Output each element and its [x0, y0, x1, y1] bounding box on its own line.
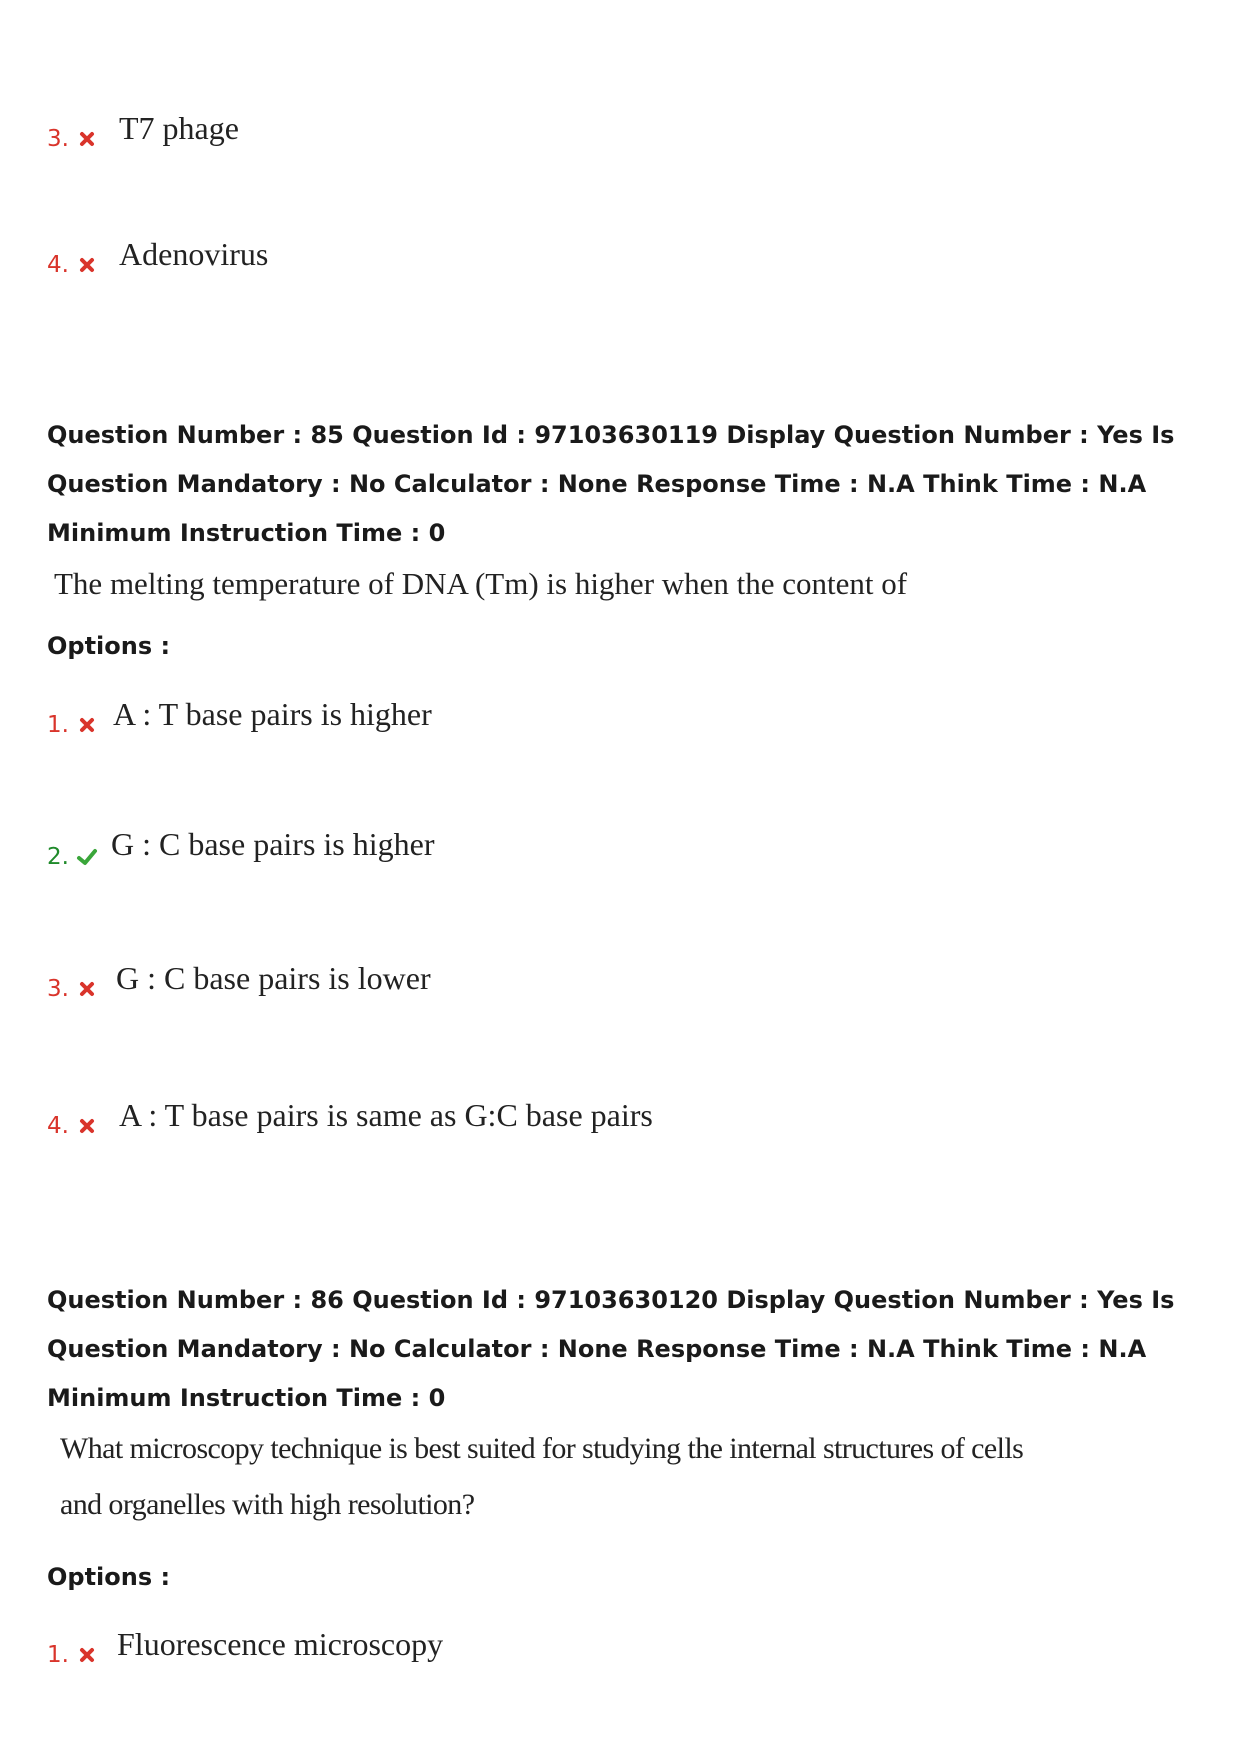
option-text: G : C base pairs is higher [111, 826, 435, 862]
question-text: The melting temperature of DNA (Tm) is higher when the content of [54, 566, 908, 601]
cross-icon [78, 130, 96, 148]
question-meta: Question Number : 85 Question Id : 97103630119 Display Question Number : Yes Is Question Mandatory : No Calculator : None Response Time : N.A Think Time : N.A Minimum Instruction Time : 0 [47, 421, 1175, 547]
question-text-line-1: What microscopy technique is best suited for studying the internal structures of cells [60, 1432, 1024, 1465]
option-text: T7 phage [119, 110, 239, 146]
option-number: 3. [47, 976, 69, 1002]
option-text: Adenovirus [119, 236, 269, 272]
option-text: G : C base pairs is lower [116, 960, 431, 996]
option-text: Fluorescence microscopy [117, 1626, 444, 1662]
option-text: A : T base pairs is higher [113, 696, 432, 732]
cross-icon [78, 1646, 96, 1664]
options-label: Options : [47, 632, 171, 660]
option-number: 1. [47, 1642, 69, 1668]
option-number: 3. [47, 126, 69, 152]
cross-icon [78, 1117, 96, 1135]
cross-icon [78, 980, 96, 998]
question-text-line-2: and organelles with high resolution? [60, 1488, 475, 1521]
check-icon [76, 847, 98, 867]
options-label: Options : [47, 1563, 171, 1591]
option-number: 4. [47, 1113, 69, 1139]
option-number: 1. [47, 712, 69, 738]
option-number: 4. [47, 252, 69, 278]
option-number: 2. [47, 844, 69, 870]
question-meta: Question Number : 86 Question Id : 97103630120 Display Question Number : Yes Is Question Mandatory : No Calculator : None Response Time : N.A Think Time : N.A Minimum Instruction Time : 0 [47, 1286, 1175, 1412]
option-text: A : T base pairs is same as G:C base pairs [119, 1097, 653, 1133]
cross-icon [78, 256, 96, 274]
cross-icon [78, 716, 96, 734]
